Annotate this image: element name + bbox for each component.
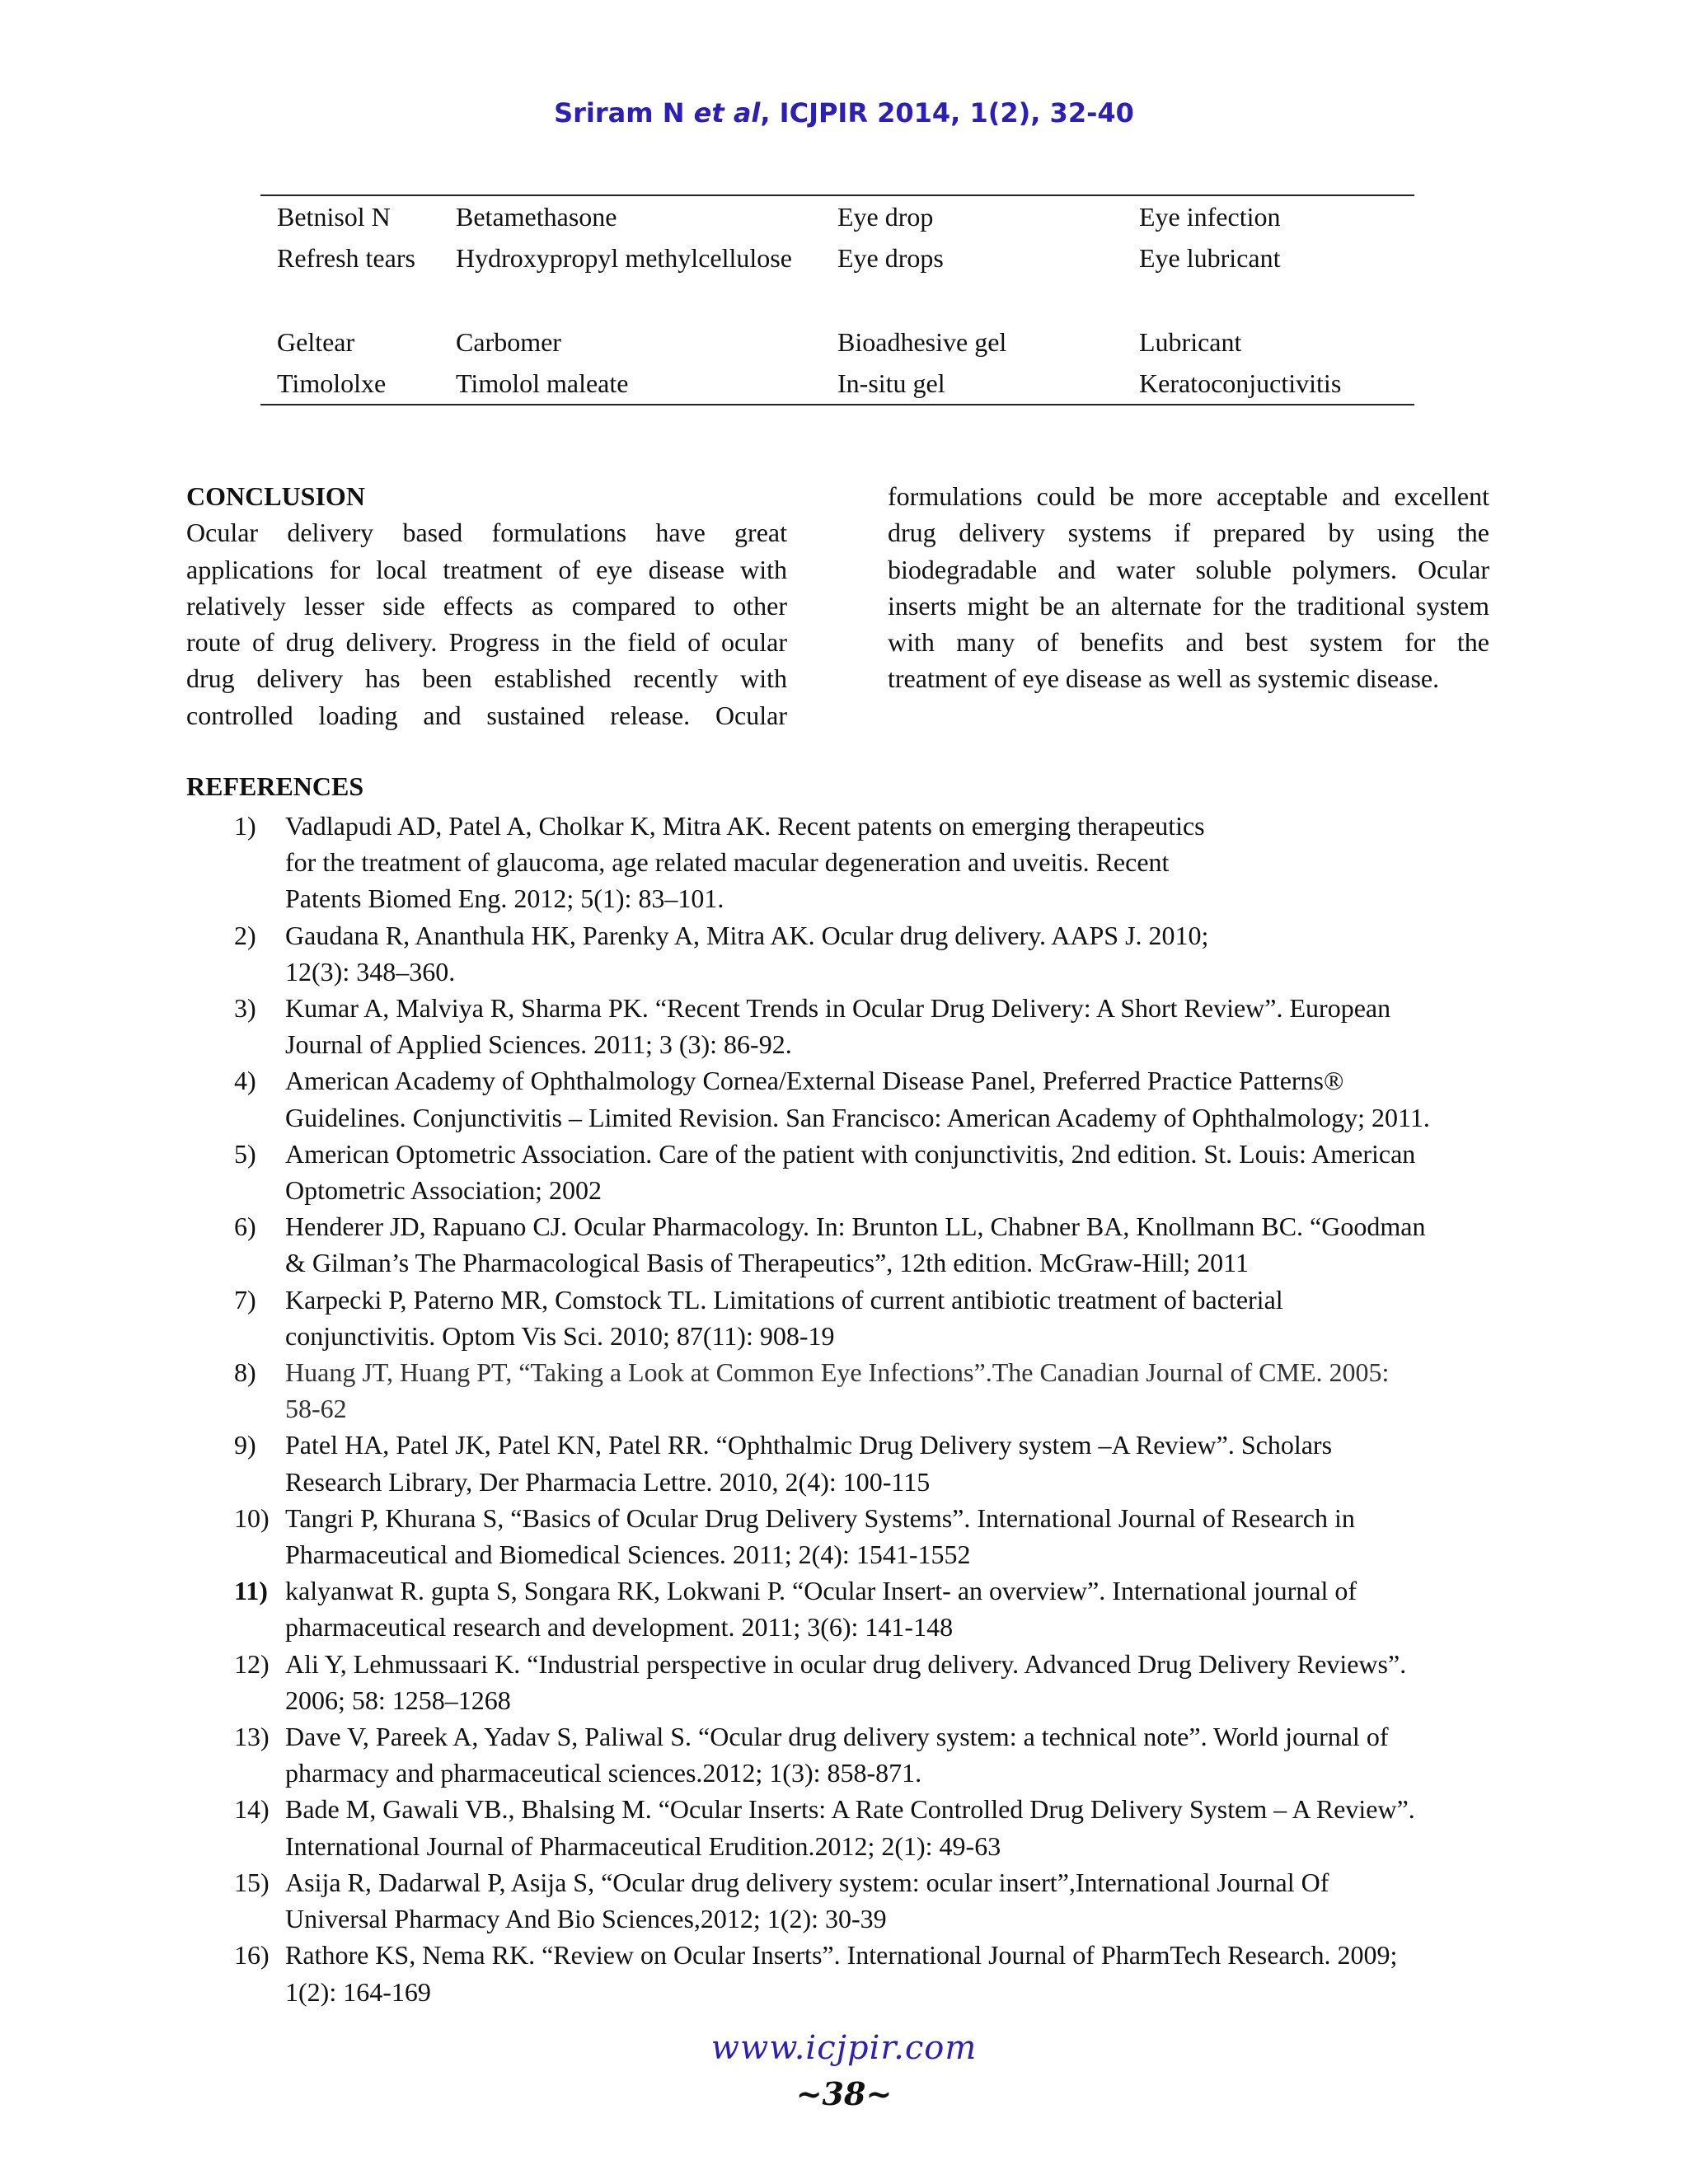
reference-line: Patel HA, Patel JK, Patel KN, Patel RR. “Ophthalmic Drug Delivery system –A Review”. Scholars xyxy=(285,1430,1333,1460)
reference-line: Optometric Association; 2002 xyxy=(285,1175,602,1206)
reference-number: 15) xyxy=(234,1867,270,1897)
reference-text xyxy=(285,1136,1520,1208)
reference-text xyxy=(285,1062,1520,1135)
reference-line: 2006; 58: 1258–1268 xyxy=(285,1685,511,1715)
reference-line: Bade M, Gawali VB., Bhalsing M. “Ocular Inserts: A Rate Controlled Drug Delivery System – A Review”. xyxy=(285,1794,1415,1825)
reference-item xyxy=(234,1937,1520,2009)
header-et-al: et al xyxy=(693,97,761,129)
reference-number: 1) xyxy=(234,811,256,841)
table-cell: Eye infection xyxy=(1139,201,1281,232)
reference-text xyxy=(285,1572,1520,1645)
conclusion-line: Ocular delivery based formulations have great xyxy=(186,518,787,548)
table-cell: Betamethasone xyxy=(456,201,617,232)
table-cell: Geltear xyxy=(277,326,355,357)
reference-text xyxy=(285,808,1520,917)
conclusion-left-column xyxy=(186,478,787,733)
table-row xyxy=(260,237,1414,279)
conclusion-line: treatment of eye disease as well as systemic disease. xyxy=(888,663,1440,694)
reference-item xyxy=(234,1864,1520,1937)
references-list xyxy=(234,808,1520,2010)
reference-number: 14) xyxy=(234,1794,270,1825)
reference-item xyxy=(234,1572,1520,1645)
table-cell: In-situ gel xyxy=(837,368,945,398)
reference-text xyxy=(285,1427,1520,1499)
table-cell: Timololxe xyxy=(277,368,387,398)
reference-text xyxy=(285,917,1520,990)
reference-item xyxy=(234,1718,1520,1791)
reference-line: Journal of Applied Sciences. 2011; 3 (3): 86-92. xyxy=(285,1029,792,1060)
references-heading: REFERENCES xyxy=(186,771,364,801)
reference-text xyxy=(285,1282,1520,1354)
conclusion-line: drug delivery has been established recently with xyxy=(186,663,787,694)
table-row xyxy=(260,195,1414,237)
reference-text xyxy=(285,1791,1520,1863)
page-number: ~38~ xyxy=(795,2075,893,2112)
reference-item xyxy=(234,1062,1520,1135)
reference-text xyxy=(285,1500,1520,1572)
reference-number: 8) xyxy=(234,1357,256,1388)
reference-item xyxy=(234,1427,1520,1499)
reference-number: 6) xyxy=(234,1212,256,1242)
table-spacer xyxy=(260,279,1414,321)
reference-item xyxy=(234,1646,1520,1718)
reference-number: 12) xyxy=(234,1648,270,1679)
table-cell: Hydroxypropyl methylcellulose xyxy=(456,242,792,273)
reference-line: Huang JT, Huang PT, “Taking a Look at Common Eye Infections”.The Canadian Journal of CME. 2005: xyxy=(285,1357,1390,1388)
table-cell: Eye drops xyxy=(837,242,944,273)
conclusion-line: controlled loading and sustained release. Ocular xyxy=(186,700,787,730)
reference-number: 3) xyxy=(234,993,256,1024)
reference-line: for the treatment of glaucoma, age related macular degeneration and uveitis. Recent xyxy=(285,847,1170,878)
reference-line: & Gilman’s The Pharmacological Basis of Therapeutics”, 12th edition. McGraw-Hill; 2011 xyxy=(285,1248,1249,1278)
table-cell: Keratoconjuctivitis xyxy=(1139,368,1342,398)
conclusion-right-column xyxy=(888,478,1489,697)
reference-line: Karpecki P, Paterno MR, Comstock TL. Limitations of current antibiotic treatment of bacterial xyxy=(285,1284,1283,1315)
reference-line: Patents Biomed Eng. 2012; 5(1): 83–101. xyxy=(285,883,724,914)
reference-number: 13) xyxy=(234,1722,270,1752)
reference-text xyxy=(285,1208,1520,1281)
reference-item xyxy=(234,1282,1520,1354)
reference-line: American Academy of Ophthalmology Cornea/External Disease Panel, Preferred Practice Patterns® xyxy=(285,1066,1344,1096)
conclusion-line: relatively lesser side effects as compared to other xyxy=(186,590,787,621)
reference-number: 4) xyxy=(234,1066,256,1096)
table-cell: Eye drop xyxy=(837,201,934,232)
reference-line: Rathore KS, Nema RK. “Review on Ocular Inserts”. International Journal of PharmTech Research. 2009; xyxy=(285,1940,1398,1971)
reference-line: pharmacy and pharmaceutical sciences.2012; 1(3): 858-871. xyxy=(285,1758,922,1788)
reference-line: Universal Pharmacy And Bio Sciences,2012; 1(2): 30-39 xyxy=(285,1904,887,1934)
conclusion-heading: CONCLUSION xyxy=(186,481,365,511)
reference-number: 9) xyxy=(234,1430,256,1460)
table-row xyxy=(260,321,1414,363)
reference-item xyxy=(234,1136,1520,1208)
reference-line: Dave V, Pareek A, Yadav S, Paliwal S. “Ocular drug delivery system: a technical note”. World journal of xyxy=(285,1722,1389,1752)
reference-line: Vadlapudi AD, Patel A, Cholkar K, Mitra AK. Recent patents on emerging therapeutics xyxy=(285,811,1205,841)
running-header xyxy=(0,97,1688,129)
reference-item xyxy=(234,1791,1520,1863)
table-cell: Betnisol N xyxy=(277,201,391,232)
reference-text xyxy=(285,1646,1520,1718)
formulation-table xyxy=(260,194,1414,405)
table-cell: Bioadhesive gel xyxy=(837,326,1007,357)
reference-line: pharmaceutical research and development. 2011; 3(6): 141-148 xyxy=(285,1612,954,1643)
reference-line: Henderer JD, Rapuano CJ. Ocular Pharmacology. In: Brunton LL, Chabner BA, Knollmann BC. “Goodman xyxy=(285,1212,1426,1242)
conclusion-line: drug delivery systems if prepared by using the xyxy=(888,518,1489,548)
footer-url[interactable]: www.icjpir.com xyxy=(710,2029,978,2067)
reference-line: Ali Y, Lehmussaari K. “Industrial perspective in ocular drug delivery. Advanced Drug Delivery Reviews”. xyxy=(285,1648,1407,1679)
conclusion-line: applications for local treatment of eye disease with xyxy=(186,554,787,584)
reference-line: Kumar A, Malviya R, Sharma PK. “Recent Trends in Ocular Drug Delivery: A Short Review”. European xyxy=(285,993,1391,1024)
reference-item xyxy=(234,990,1520,1062)
header-citation: , ICJPIR 2014, 1(2), 32-40 xyxy=(760,97,1134,129)
reference-number: 11) xyxy=(234,1576,268,1606)
reference-line: kalyanwat R. gupta S, Songara RK, Lokwani P. “Ocular Insert- an overview”. International journal of xyxy=(285,1576,1357,1606)
reference-number: 5) xyxy=(234,1138,256,1169)
reference-item xyxy=(234,1500,1520,1572)
reference-text xyxy=(285,1864,1520,1937)
reference-text xyxy=(285,1718,1520,1791)
reference-line: Guidelines. Conjunctivitis – Limited Revision. San Francisco: American Academy of Ophthalmology; 2011. xyxy=(285,1102,1430,1132)
reference-number: 2) xyxy=(234,920,256,950)
reference-item xyxy=(234,1354,1520,1427)
reference-item xyxy=(234,808,1520,917)
reference-line: Tangri P, Khurana S, “Basics of Ocular Drug Delivery Systems”. International Journal of Research in xyxy=(285,1502,1355,1533)
reference-item xyxy=(234,1208,1520,1281)
reference-text xyxy=(285,1937,1520,2009)
reference-item xyxy=(234,917,1520,990)
reference-text xyxy=(285,990,1520,1062)
table-row xyxy=(260,363,1414,405)
reference-number: 16) xyxy=(234,1940,270,1971)
conclusion-line: with many of benefits and best system for the xyxy=(888,627,1489,658)
reference-line: 12(3): 348–360. xyxy=(285,956,456,987)
table-cell: Eye lubricant xyxy=(1139,242,1281,273)
reference-line: Gaudana R, Ananthula HK, Parenky A, Mitra AK. Ocular drug delivery. AAPS J. 2010; xyxy=(285,920,1209,950)
table-cell: Timolol maleate xyxy=(456,368,629,398)
reference-line: Asija R, Dadarwal P, Asija S, “Ocular drug delivery system: ocular insert”,International Journal Of xyxy=(285,1867,1329,1897)
reference-line: Research Library, Der Pharmacia Lettre. 2010, 2(4): 100-115 xyxy=(285,1466,931,1497)
reference-line: International Journal of Pharmaceutical Erudition.2012; 2(1): 49-63 xyxy=(285,1830,1001,1861)
reference-number: 10) xyxy=(234,1502,270,1533)
reference-line: American Optometric Association. Care of the patient with conjunctivitis, 2nd edition. St. Louis: American xyxy=(285,1138,1416,1169)
conclusion-line: route of drug delivery. Progress in the field of ocular xyxy=(186,627,787,658)
reference-line: Pharmaceutical and Biomedical Sciences. 2011; 2(4): 1541-1552 xyxy=(285,1540,971,1570)
reference-line: 1(2): 164-169 xyxy=(285,1976,431,2007)
reference-number: 7) xyxy=(234,1284,256,1315)
conclusion-line: formulations could be more acceptable and excellent xyxy=(888,481,1489,511)
conclusion-line: biodegradable and water soluble polymers. Ocular xyxy=(888,554,1489,584)
conclusion-line: inserts might be an alternate for the traditional system xyxy=(888,590,1489,621)
reference-line: conjunctivitis. Optom Vis Sci. 2010; 87(11): 908-19 xyxy=(285,1320,835,1351)
table-cell: Carbomer xyxy=(456,326,561,357)
reference-text xyxy=(285,1354,1520,1427)
header-author: Sriram N xyxy=(554,97,694,129)
table-cell: Lubricant xyxy=(1139,326,1242,357)
reference-line: 58-62 xyxy=(285,1394,347,1424)
table-cell: Refresh tears xyxy=(277,242,415,273)
